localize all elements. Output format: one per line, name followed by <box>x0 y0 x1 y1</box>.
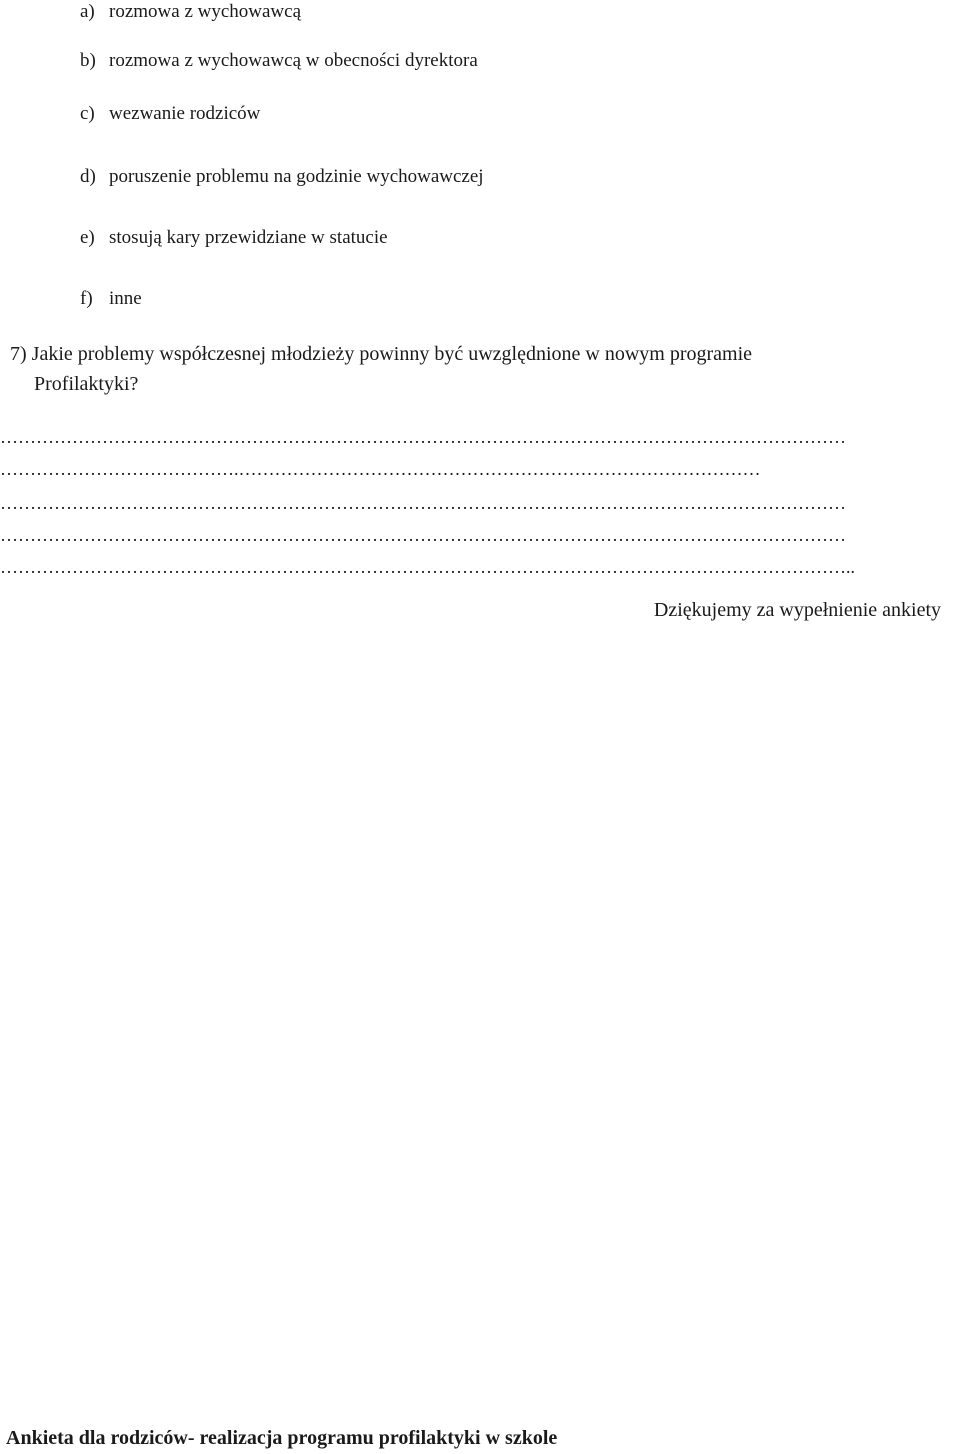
option-e <box>80 226 388 250</box>
answer-dotted-line: ………………………………….…………………………………………………………………………… <box>0 459 761 479</box>
question-7 <box>10 339 950 399</box>
answer-dotted-line: …………………………………………………………………………………………………………………………… <box>0 525 846 545</box>
option-text: stosują kary przewidziane w statucie <box>109 227 388 248</box>
option-text: rozmowa z wychowawcą w obecności dyrektora <box>109 50 478 71</box>
question-line-1: 7) Jakie problemy współczesnej młodzieży powinny być uwzględnione w nowym programie <box>10 343 753 365</box>
answer-dotted-line: …………………………………………………………………………………………………………………………… <box>0 493 846 513</box>
option-text: poruszenie problemu na godzinie wychowawczej <box>109 166 484 187</box>
thank-you-note: Dziękujemy za wypełnienie ankiety <box>653 599 941 621</box>
page-footer: Ankieta dla rodziców- realizacja programu profilaktyki w szkole <box>6 1427 558 1449</box>
question-line-2: Profilaktyki? <box>34 373 139 395</box>
answer-dotted-line: …………………………………………………………………………………………………………………………….. <box>0 557 855 577</box>
option-f <box>80 287 142 311</box>
answer-dotted-line: …………………………………………………………………………………………………………………………… <box>0 427 846 447</box>
option-letter: f) <box>80 288 93 309</box>
option-text: rozmowa z wychowawcą <box>109 1 302 22</box>
option-d <box>80 165 484 189</box>
option-b <box>80 49 478 73</box>
option-text: wezwanie rodziców <box>109 103 261 124</box>
option-letter: c) <box>80 103 95 124</box>
option-letter: b) <box>80 50 96 71</box>
option-a <box>80 0 301 24</box>
option-letter: e) <box>80 227 95 248</box>
option-letter: a) <box>80 1 95 22</box>
option-text: inne <box>109 288 142 309</box>
option-c <box>80 102 260 126</box>
option-letter: d) <box>80 166 96 187</box>
